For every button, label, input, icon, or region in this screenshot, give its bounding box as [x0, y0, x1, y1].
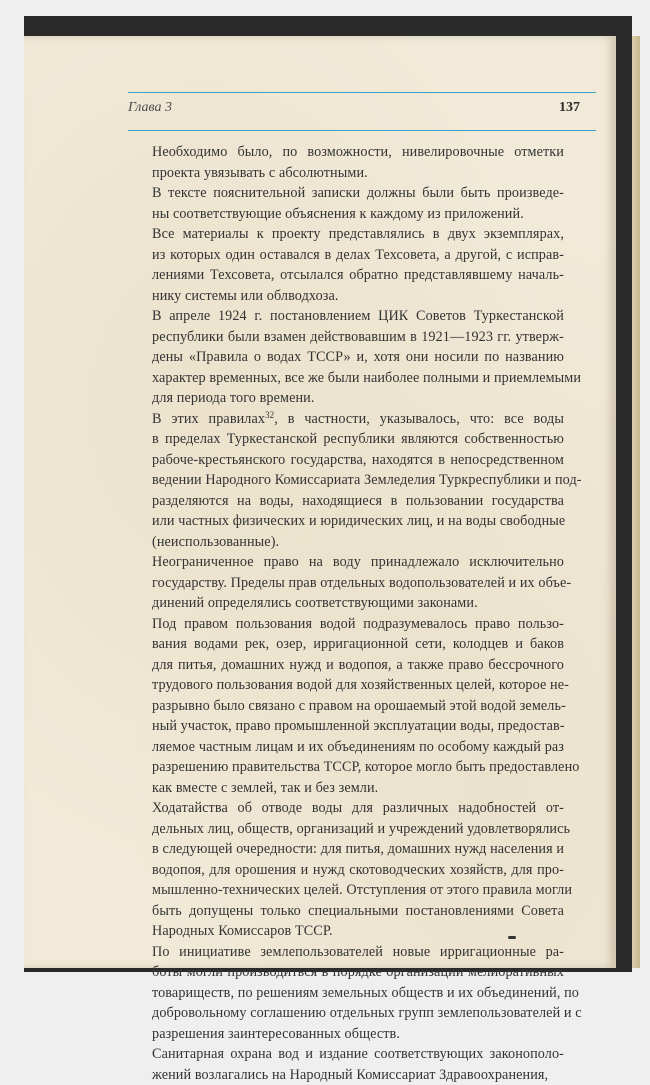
- text-line: дены «Правила о водах ТССР» и, хотя они носили по названию: [130, 347, 564, 368]
- text-line: или частных физических и юридических лиц, и на воды свободные: [130, 511, 564, 532]
- text-line: По инициативе землепользователей новые ирригационные ра-: [130, 942, 564, 963]
- text-line: Под правом пользования водой подразумевалось право пользо-: [130, 614, 564, 635]
- text-line: разрешения заинтересованных обществ.: [130, 1024, 564, 1045]
- paragraph: [130, 224, 564, 306]
- text-line: В тексте пояснительной записки должны были быть произведе-: [130, 183, 564, 204]
- running-head: [128, 92, 596, 120]
- text-line: В этих правилах$^{32}$, в частности, указывалось, что: все воды: [130, 409, 564, 430]
- text-line: Необходимо было, по возможности, нивелировочные отметки: [130, 142, 564, 163]
- text-line: товариществ, по решениям земельных обществ и их объединений, по: [130, 983, 564, 1004]
- page-edge: [632, 36, 640, 968]
- footnote-marker[interactable]: 32: [265, 410, 274, 420]
- text-line: добровольному соглашению отдельных групп землепользователей и с: [130, 1003, 564, 1024]
- text-line: Народных Комиссаров ТССР.: [130, 921, 564, 942]
- text-line: разрывно было связано с правом на орошаемый этой водой земель-: [130, 696, 564, 717]
- paragraph: [130, 552, 564, 614]
- paragraph: [130, 614, 564, 799]
- text-line: государству. Пределы прав отдельных водопользователей и их объе-: [130, 573, 564, 594]
- text-line: В апреле 1924 г. постановлением ЦИК Советов Туркестанской: [130, 306, 564, 327]
- text-line: из которых один оставался в делах Техсовета, а другой, с исправ-: [130, 245, 564, 266]
- chapter-label: Глава 3: [128, 100, 172, 116]
- text-line: республики были взамен действовавшим в 1921—1923 гг. утверж-: [130, 327, 564, 348]
- text-line: Санитарная охрана вод и издание соответствующих законополо-: [130, 1044, 564, 1065]
- text-line: динений определялись соответствующими законами.: [130, 593, 564, 614]
- text-line: характер временных, все же были наиболее полными и приемлемыми: [130, 368, 564, 389]
- paragraph: [130, 142, 564, 183]
- page-number: 137: [559, 100, 580, 116]
- text-line: (неиспользованные).: [130, 532, 564, 553]
- text-line: проекта увязывать с абсолютными.: [130, 163, 564, 184]
- text-line: ведении Народного Комиссариата Земледелия Туркреспублики и под-: [130, 470, 564, 491]
- text-line: боты могли производиться в порядке организации мелиоративных: [130, 962, 564, 983]
- paragraph: [130, 798, 564, 942]
- body-text: [130, 142, 564, 1085]
- text-line: Все материалы к проекту представлялись в двух экземплярах,: [130, 224, 564, 245]
- header-rule-top: [128, 92, 596, 93]
- text-line: мышленно-технических целей. Отступления от этого правила могли: [130, 880, 564, 901]
- text-line: ны соответствующие объяснения к каждому из приложений.: [130, 204, 564, 225]
- paragraph: [130, 306, 564, 409]
- text-line: как вместе с землей, так и без земли.: [130, 778, 564, 799]
- text-line: трудового пользования водой для хозяйственных целей, которое не-: [130, 675, 564, 696]
- text-line: ный участок, право промышленной эксплуатации воды, предостав-: [130, 716, 564, 737]
- text-line: разделяются на воды, находящиеся в пользовании государства: [130, 491, 564, 512]
- text-line: в следующей очередности: для питья, домашних нужд населения и: [130, 839, 564, 860]
- text-line: быть допущены только специальными постановлениями Совета: [130, 901, 564, 922]
- text-line: дельных лиц, обществ, организаций и учреждений удовлетворялись: [130, 819, 564, 840]
- text-line: жений возлагались на Народный Комиссариат Здравоохранения,: [130, 1065, 564, 1085]
- paragraph: [130, 409, 564, 553]
- text-line: Неограниченное право на воду принадлежало исключительно: [130, 552, 564, 573]
- text-line: водопоя, для орошения и нужд скотоводческих хозяйств, для про-: [130, 860, 564, 881]
- text-line: вания водами рек, озер, ирригационной сети, колодцев и баков: [130, 634, 564, 655]
- text-line: для питья, домашних нужд и водопоя, а также право бессрочного: [130, 655, 564, 676]
- header-rule-bottom: [128, 130, 596, 131]
- text-line: рабоче-крестьянского государства, находятся в непосредственном: [130, 450, 564, 471]
- paragraph: [130, 183, 564, 224]
- paragraph: [130, 1044, 564, 1085]
- text-line: в пределах Туркестанской республики являются собственностью: [130, 429, 564, 450]
- ink-mark: [508, 936, 516, 939]
- text-line: ляемое частным лицам и их объединениям по особому каждый раз: [130, 737, 564, 758]
- text-line: для периода того времени.: [130, 388, 564, 409]
- text-line: лениями Техсовета, отсылался обратно представлявшему началь-: [130, 265, 564, 286]
- paragraph: [130, 942, 564, 1045]
- text-line: разрешению правительства ТССР, которое могло быть предоставлено: [130, 757, 564, 778]
- text-line: нику системы или облводхоза.: [130, 286, 564, 307]
- text-line: Ходатайства об отводе воды для различных надобностей от-: [130, 798, 564, 819]
